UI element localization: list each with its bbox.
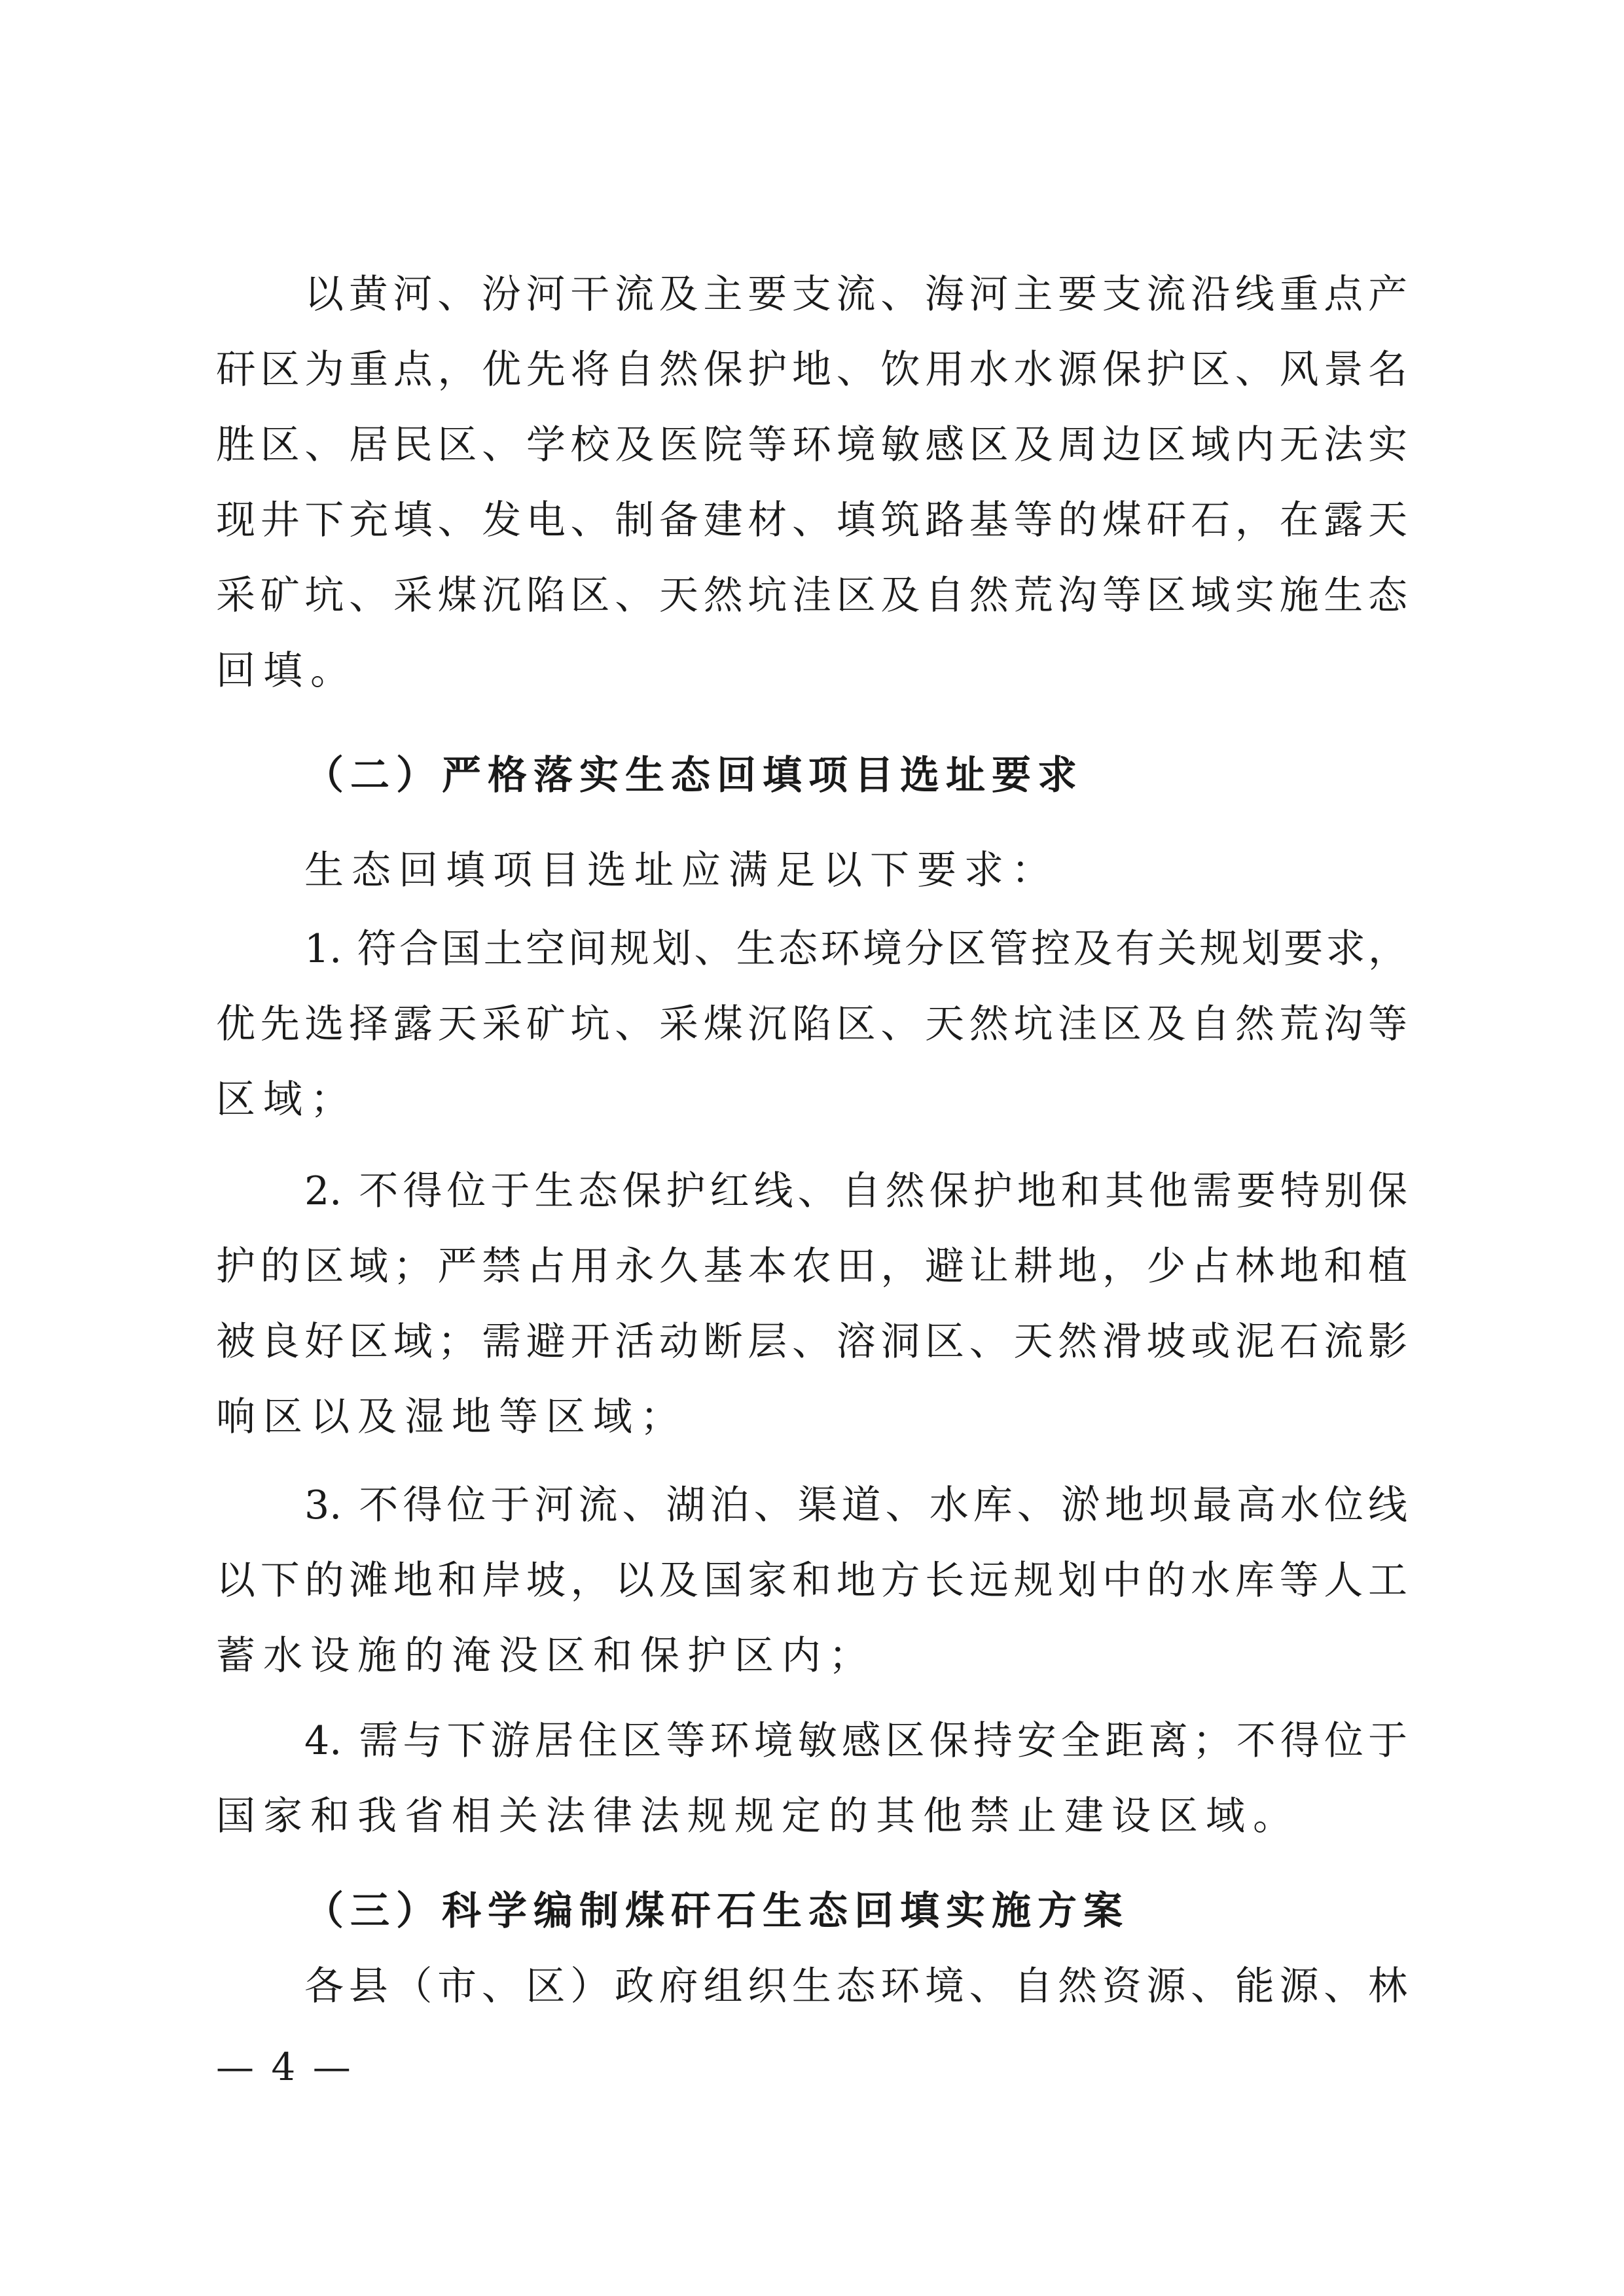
paragraph-line: 回填。 [216, 648, 357, 694]
section-heading: （二）严格落实生态回填项目选址要求 [304, 753, 1083, 798]
list-item-line: 3. 不得位于河流、湖泊、渠道、水库、淤地坝最高水位线 [304, 1482, 1407, 1528]
paragraph-line: 以黄河、汾河干流及主要支流、海河主要支流沿线重点产 [304, 272, 1407, 317]
paragraph-line: 胜区、居民区、学校及医院等环境敏感区及周边区域内无法实 [216, 422, 1407, 468]
list-item-line: 区域； [216, 1077, 357, 1122]
paragraph-line: 采矿坑、采煤沉陷区、天然坑洼区及自然荒沟等区域实施生态 [216, 573, 1407, 619]
list-item-line: 以下的滩地和岸坡，以及国家和地方长远规划中的水库等人工 [216, 1558, 1407, 1604]
list-item-line: 4. 需与下游居住区等环境敏感区保持安全距离；不得位于 [304, 1718, 1407, 1764]
list-item-line: 国家和我省相关法律法规规定的其他禁止建设区域。 [216, 1793, 1300, 1839]
list-item-line: 护的区域；严禁占用永久基本农田，避让耕地，少占林地和植 [216, 1244, 1407, 1289]
section-heading: （三）科学编制煤矸石生态回填实施方案 [304, 1888, 1129, 1934]
list-item-line: 响区以及湿地等区域； [216, 1394, 687, 1440]
paragraph-line: 生态回填项目选址应满足以下要求： [304, 848, 1058, 893]
list-item-line: 优先选择露天采矿坑、采煤沉陷区、天然坑洼区及自然荒沟等 [216, 1001, 1407, 1047]
list-item-line: 被良好区域；需避开活动断层、溶洞区、天然滑坡或泥石流影 [216, 1319, 1407, 1365]
paragraph-line: 现井下充填、发电、制备建材、填筑路基等的煤矸石，在露天 [216, 497, 1407, 543]
list-item-line: 蓄水设施的淹没区和保护区内； [216, 1633, 876, 1679]
page-number: — 4 — [216, 2045, 353, 2089]
list-item-line: 2. 不得位于生态保护红线、自然保护地和其他需要特别保 [304, 1168, 1407, 1214]
paragraph-line: 矸区为重点，优先将自然保护地、饮用水水源保护区、风景名 [216, 347, 1407, 393]
paragraph-line: 各县（市、区）政府组织生态环境、自然资源、能源、林 [304, 1964, 1407, 2009]
list-item-line: 1. 符合国土空间规划、生态环境分区管控及有关规划要求， [304, 926, 1407, 972]
